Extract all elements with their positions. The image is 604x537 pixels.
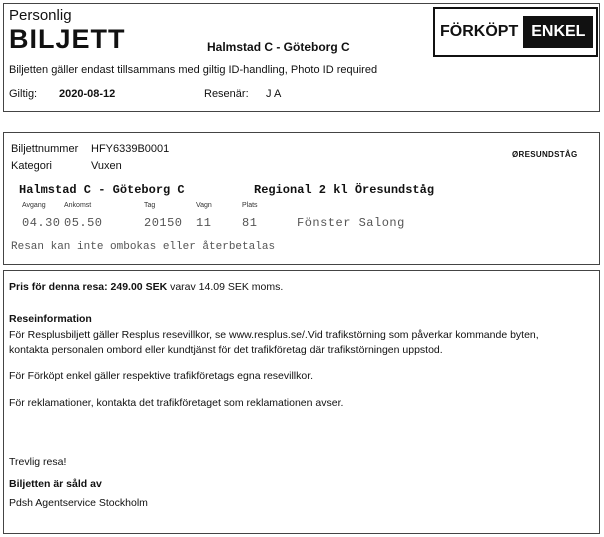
ticket-type-badge <box>433 7 598 57</box>
ankomst-label: Ankomst <box>64 202 92 209</box>
ticket-header <box>3 3 600 112</box>
seat-type: Fönster Salong <box>297 216 405 230</box>
price-line <box>9 281 283 293</box>
validity-note: Biljetten gäller endast tillsammans med giltig ID-handling, Photo ID required <box>9 64 378 76</box>
personlig-label: Personlig <box>9 7 72 24</box>
route-title: Halmstad C - Göteborg C <box>207 40 350 54</box>
segment-route: Halmstad C - Göteborg C <box>19 183 185 197</box>
rebook-note: Resan kan inte ombokas eller återbetalas <box>11 241 276 253</box>
vagn-label: Vagn <box>196 202 212 209</box>
reseinformation-line1: För Resplusbiljett gäller Resplus resevillkor, se www.resplus.se/.Vid trafikstörning som påverkar kommande byten, <box>9 329 539 341</box>
price-vat: varav 14.09 SEK moms. <box>167 281 284 293</box>
sold-by-title: Biljetten är såld av <box>9 478 102 490</box>
avgang-value: 04.30 <box>22 216 61 230</box>
badge-enkel: ENKEL <box>523 16 593 48</box>
ankomst-value: 05.50 <box>64 216 103 230</box>
category-value: Vuxen <box>91 160 122 172</box>
reseinformation-line2: kontakta personalen ombord eller kundtjänst för det trafikföretag där trafikstörningen uppstod. <box>9 344 443 356</box>
ticket-number-value: HFY6339B0001 <box>91 143 170 155</box>
giltig-date: 2020-08-12 <box>59 88 116 100</box>
avgang-label: Avgang <box>22 202 46 209</box>
greeting: Trevlig resa! <box>9 456 67 468</box>
resenar-value: J A <box>266 88 282 100</box>
giltig-label: Giltig: <box>9 88 38 100</box>
badge-forkopt: FÖRKÖPT <box>440 23 519 40</box>
operator-logo: ØRESUNDSTÅG <box>512 150 578 159</box>
resenar-label: Resenär: <box>204 88 249 100</box>
ticket-details <box>3 132 600 265</box>
vagn-value: 11 <box>196 216 212 230</box>
segment-service: Regional 2 kl Öresundståg <box>254 183 435 197</box>
sold-by-value: Pdsh Agentservice Stockholm <box>9 497 148 509</box>
category-label: Kategori <box>11 160 52 172</box>
ticket-info <box>3 270 600 534</box>
plats-value: 81 <box>242 216 258 230</box>
plats-label: Plats <box>242 202 258 209</box>
forkopt-note: För Förköpt enkel gäller respektive trafikföretags egna resevillkor. <box>9 370 314 382</box>
reseinformation-title: Reseinformation <box>9 313 92 325</box>
tag-value: 20150 <box>144 216 183 230</box>
biljett-title: BILJETT <box>9 24 126 54</box>
reklamation-note: För reklamationer, kontakta det trafikföretaget som reklamationen avser. <box>9 397 344 409</box>
tag-label: Tag <box>144 202 156 209</box>
price-amount: Pris för denna resa: 249.00 SEK <box>9 281 168 293</box>
ticket-number-label: Biljettnummer <box>11 143 79 155</box>
